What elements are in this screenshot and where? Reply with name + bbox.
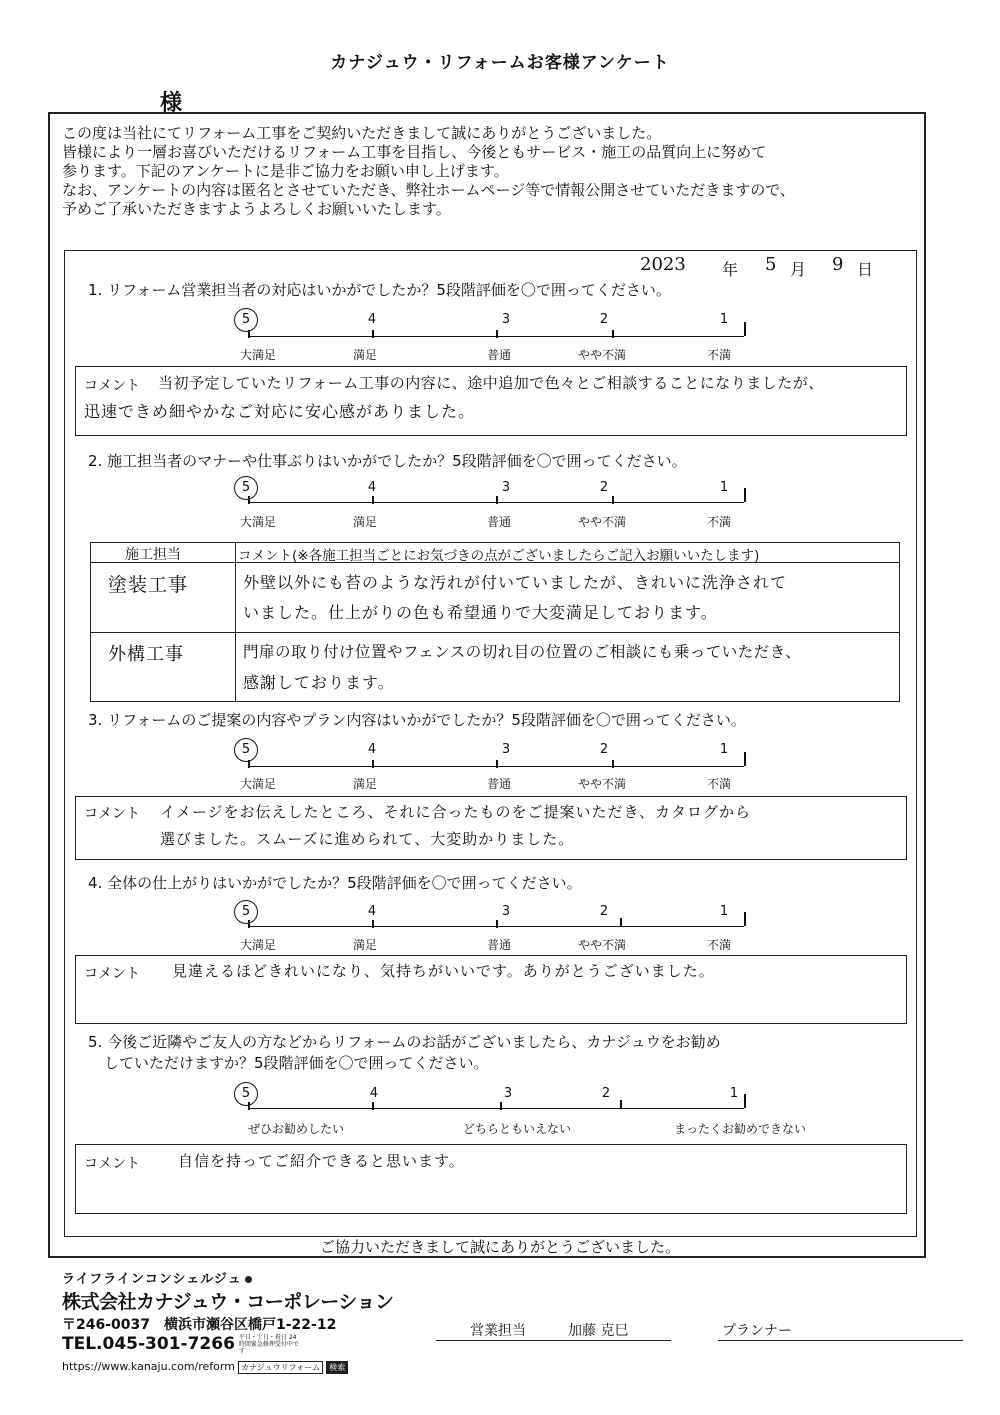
sales-rep-line [436, 1340, 671, 1341]
intro-line: 皆様により一層お喜びいただけるリフォーム工事を目指し、今後ともサービス・施工の品質向上に努めて [62, 143, 767, 161]
rating-5[interactable]: 5 [241, 742, 251, 757]
planner-line [718, 1340, 963, 1341]
scale-tick [372, 1102, 374, 1110]
rating-1[interactable]: 1 [729, 1086, 739, 1101]
scale-label: 大満足 [239, 515, 276, 529]
search-button[interactable]: 検索 [326, 1361, 348, 1374]
sales-rep-label: 営業担当 [470, 1323, 526, 1339]
table-header-staff: 施工担当 [125, 547, 181, 563]
intro-line: この度は当社にてリフォーム工事をご契約いただきまして誠にありがとうございました。 [62, 124, 662, 142]
scale-label: 満足 [352, 348, 377, 362]
rating-3[interactable]: 3 [501, 904, 511, 919]
date-year-unit: 年 [722, 260, 739, 279]
comment-label: コメント [84, 966, 140, 982]
rating-4[interactable]: 4 [367, 480, 377, 495]
scale-tick [744, 752, 746, 766]
scale-tick [496, 920, 498, 928]
customer-honorific: 様 [160, 91, 183, 116]
table-header-comment: コメント(※各施工担当ごとにお気づきの点がございましたらご記入お願いいたします) [238, 548, 760, 564]
rating-5[interactable]: 5 [241, 904, 251, 919]
scale-tick [612, 330, 614, 338]
intro-text [62, 124, 912, 219]
rating-2[interactable]: 2 [599, 904, 609, 919]
scale-tick [372, 920, 374, 928]
scale-label: 普通 [486, 938, 511, 952]
question-5-text-line: 5. 今後ご近隣やご友人の方などからリフォームのお話がございましたら、カナジュウをお勧め [88, 1033, 721, 1051]
rating-scale-line [248, 1108, 744, 1109]
rating-5[interactable]: 5 [241, 312, 251, 327]
question-3-text: 3. リフォームのご提案の内容やプラン内容はいかがでしたか？5段階評価を〇で囲ってください。 [88, 711, 746, 729]
scale-tick [372, 330, 374, 338]
rating-1[interactable]: 1 [719, 480, 729, 495]
intro-line: 予めご了承いただきますようよろしくお願いいたします。 [62, 200, 451, 218]
rating-2[interactable]: 2 [599, 312, 609, 327]
tel-hours-note: 平日・土日・祝日 24時間緊急修理受付中です [238, 1334, 299, 1355]
scale-label: やや不満 [577, 938, 626, 952]
exterior-comment-line: 感謝しております。 [243, 673, 395, 692]
painting-comment-line: 外壁以外にも苔のような汚れが付いていましたが、きれいに洗浄されて [243, 573, 788, 592]
rating-3[interactable]: 3 [501, 312, 511, 327]
date-day-unit: 日 [857, 260, 874, 279]
scale-tick [744, 912, 746, 926]
scale-label: やや不満 [577, 515, 626, 529]
rating-4[interactable]: 4 [369, 1086, 379, 1101]
scale-label: ぜひお勧めしたい [247, 1122, 344, 1136]
painting-comment-line: いました。仕上がりの色も希望通りで大変満足しております。 [243, 603, 718, 622]
rating-1[interactable]: 1 [719, 742, 729, 757]
scale-tick [496, 330, 498, 338]
company-url[interactable]: https://www.kanaju.com/reform [62, 1360, 235, 1373]
staff-name-exterior: 外構工事 [108, 644, 184, 665]
rating-4[interactable]: 4 [367, 312, 377, 327]
comment-label: コメント [84, 806, 140, 822]
question-4-text: 4. 全体の仕上がりはいかがでしたか？5段階評価を〇で囲ってください。 [88, 874, 582, 892]
planner-label: プランナー [722, 1323, 792, 1339]
question-1-text: 1. リフォーム営業担当者の対応はいかがでしたか？5段階評価を〇で囲ってください。 [88, 281, 671, 299]
date-year: 2023 [640, 254, 686, 275]
rating-4[interactable]: 4 [367, 742, 377, 757]
intro-line: 参ります。下記のアンケートに是非ご協力をお願い申し上げます。 [62, 162, 509, 180]
rating-1[interactable]: 1 [719, 312, 729, 327]
scale-label: 大満足 [239, 777, 276, 791]
scale-tick [496, 760, 498, 768]
scale-label: 不満 [706, 777, 731, 791]
question-3-comment-line: イメージをお伝えしたところ、それに合ったものをご提案いただき、カタログから [160, 803, 751, 821]
scale-label: 普通 [486, 348, 511, 362]
question-2-text: 2. 施工担当者のマナーや仕事ぶりはいかがでしたか？5段階評価を〇で囲ってください。 [88, 452, 687, 470]
scale-label: 満足 [352, 515, 377, 529]
question-5-comment-line: 自信を持ってご紹介できると思います。 [178, 1152, 465, 1170]
company-address: 〒246-0037 横浜市瀬谷区橋戸1-22-12 [62, 1317, 337, 1333]
sales-rep-name: 加藤 克巳 [568, 1323, 629, 1339]
scale-tick [744, 488, 746, 502]
scale-label: 不満 [706, 938, 731, 952]
scale-tick [620, 918, 622, 926]
bullet-dot-icon [245, 1276, 252, 1283]
rating-3[interactable]: 3 [501, 742, 511, 757]
rating-5[interactable]: 5 [241, 480, 251, 495]
search-keyword-box: カナジュウリフォーム [238, 1361, 323, 1374]
exterior-comment-line: 門扉の取り付け位置やフェンスの切れ目の位置のご相談にも乗っていただき、 [243, 643, 802, 661]
company-tel: TEL.045-301-7266 [62, 1334, 235, 1354]
scale-label: 大満足 [239, 938, 276, 952]
closing-message: ご協力いただきまして誠にありがとうございました。 [319, 1238, 680, 1256]
company-name: 株式会社カナジュウ・コーポレーション [62, 1291, 394, 1313]
scale-tick [372, 496, 374, 504]
scale-label: 満足 [352, 938, 377, 952]
scale-label: 不満 [706, 348, 731, 362]
comment-label: コメント [84, 378, 140, 394]
scale-label: 満足 [352, 777, 377, 791]
table-divider [235, 542, 236, 702]
question-5-text-line: していただけますか？5段階評価を〇で囲ってください。 [104, 1054, 489, 1072]
survey-title: カナジュウ・リフォームお客様アンケート [330, 53, 670, 73]
company-info [62, 1268, 393, 1374]
scale-tick [612, 760, 614, 768]
question-3-comment-line: 選びました。スムーズに進められて、大変助かりました。 [160, 830, 575, 848]
table-divider [90, 632, 900, 633]
comment-label: コメント [84, 1156, 140, 1172]
scale-tick [744, 1094, 746, 1108]
rating-5[interactable]: 5 [241, 1086, 251, 1101]
scale-tick [620, 1100, 622, 1108]
scale-label: 普通 [486, 515, 511, 529]
scale-label: やや不満 [577, 348, 626, 362]
scale-tick [744, 322, 746, 336]
company-tagline: ライフラインコンシェルジュ [62, 1272, 242, 1287]
rating-2[interactable]: 2 [601, 1086, 611, 1101]
rating-2[interactable]: 2 [599, 742, 609, 757]
scale-label: やや不満 [577, 777, 626, 791]
scale-label: どちらともいえない [462, 1122, 571, 1136]
rating-3[interactable]: 3 [503, 1086, 513, 1101]
scale-tick [500, 1102, 502, 1110]
intro-line: なお、アンケートの内容は匿名とさせていただき、弊社ホームページ等で情報公開させていただきますので、 [62, 181, 795, 199]
rating-1[interactable]: 1 [719, 904, 729, 919]
scale-tick [612, 496, 614, 504]
rating-4[interactable]: 4 [367, 904, 377, 919]
date-day: 9 [832, 254, 844, 275]
question-1-comment-line: 迅速できめ細やかなご対応に安心感がありました。 [84, 402, 476, 421]
date-month: 5 [765, 254, 777, 275]
staff-name-painting: 塗装工事 [108, 574, 189, 596]
rating-2[interactable]: 2 [599, 480, 609, 495]
scale-tick [372, 760, 374, 768]
scale-tick [496, 496, 498, 504]
scale-label: 大満足 [239, 348, 276, 362]
rating-3[interactable]: 3 [501, 480, 511, 495]
question-4-comment-line: 見違えるほどきれいになり、気持ちがいいです。ありがとうございました。 [172, 962, 715, 980]
question-1-comment-line: 当初予定していたリフォーム工事の内容に、途中追加で色々とご相談することになりましたが、 [158, 374, 824, 392]
scale-label: 普通 [486, 777, 511, 791]
scale-label: まったくお勧めできない [673, 1122, 806, 1136]
scale-label: 不満 [706, 515, 731, 529]
date-month-unit: 月 [790, 260, 807, 279]
